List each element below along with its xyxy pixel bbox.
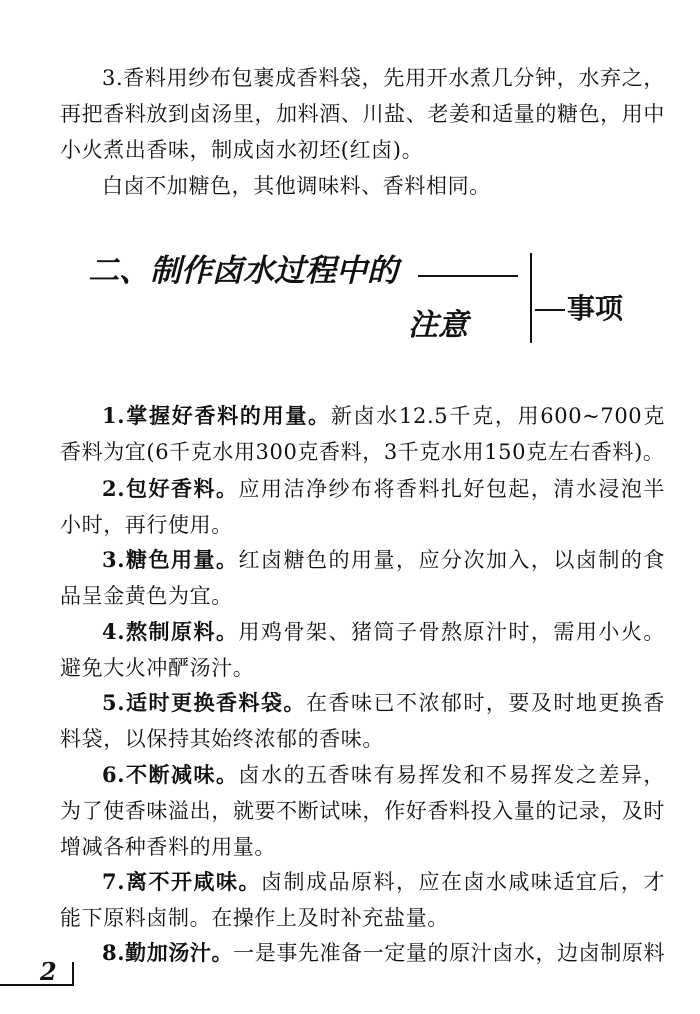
list-item-lead: 4.熬制原料。 [102,619,239,644]
list-item-lead: 1.掌握好香料的用量。 [102,403,331,428]
list-item [60,864,665,936]
list-item-lead: 2.包好香料。 [102,476,239,501]
intro-paragraph-2: 白卤不加糖色，其他调味料、香料相同。 [102,174,491,198]
list-item [60,471,665,543]
heading-rule-vertical [530,253,532,343]
list-item-text: 红卤糖色的用量，应分次加入，以卤制的食品呈金黄色为宜。 [60,548,665,608]
section-heading-sub: 注意 [408,308,468,343]
list-item-lead: 5.适时更换香料袋。 [102,690,306,715]
intro-paragraph-1: 3.香料用纱布包裹成香料袋，先用开水煮几分钟，水弃之，再把香料放到卤汤里，加料酒、川盐、老姜和适量的糖色，用中小火煮出香味，制成卤水初坯(红卤)。 [60,66,665,162]
heading-rule-horizontal [418,275,518,277]
page-number: 2 [40,957,57,986]
list-item [60,614,665,686]
section-heading-main: 二、制作卤水过程中的 [88,253,398,289]
list-item-text: 一是事先准备一定量的原汁卤水，边卤制原料 [233,941,665,965]
list-item-text: 用鸡骨架、猪筒子骨熬原汁时，需用小火。避免大火冲酽汤汁。 [60,620,665,680]
list-item [60,398,665,470]
section-heading-tail: 事项 [567,292,624,325]
footer-rule-tick [72,962,74,986]
list-item-text: 应用洁净纱布将香料扎好包起，清水浸泡半小时，再行使用。 [60,477,665,537]
list-item-text: 在香味已不浓郁时，要及时地更换香料袋，以保持其始终浓郁的香味。 [60,691,665,751]
list-item-lead: 8.勤加汤汁。 [102,940,234,965]
footer-rule [0,984,72,986]
list-item-text: 新卤水12.5千克，用600~700克香料为宜(6千克水用300克香料，3千克水用150克左右香料)。 [60,404,665,464]
list-item-lead: 6.不断减味。 [102,762,239,787]
list-item-lead: 7.离不开咸味。 [102,869,261,894]
list-item-lead: 3.糖色用量。 [102,547,239,572]
list-item [60,685,665,757]
list-item-text: 卤水的五香味有易挥发和不易挥发之差异，为了使香味溢出，就要不断试味，作好香料投入量的记录，及时增减各种香料的用量。 [60,763,665,859]
list-item [60,542,665,614]
heading-rule-connector [535,309,565,311]
list-item [60,935,665,971]
list-item-text: 卤制成品原料，应在卤水咸味适宜后，才能下原料卤制。在操作上及时补充盐量。 [60,870,665,930]
list-item [60,757,665,865]
